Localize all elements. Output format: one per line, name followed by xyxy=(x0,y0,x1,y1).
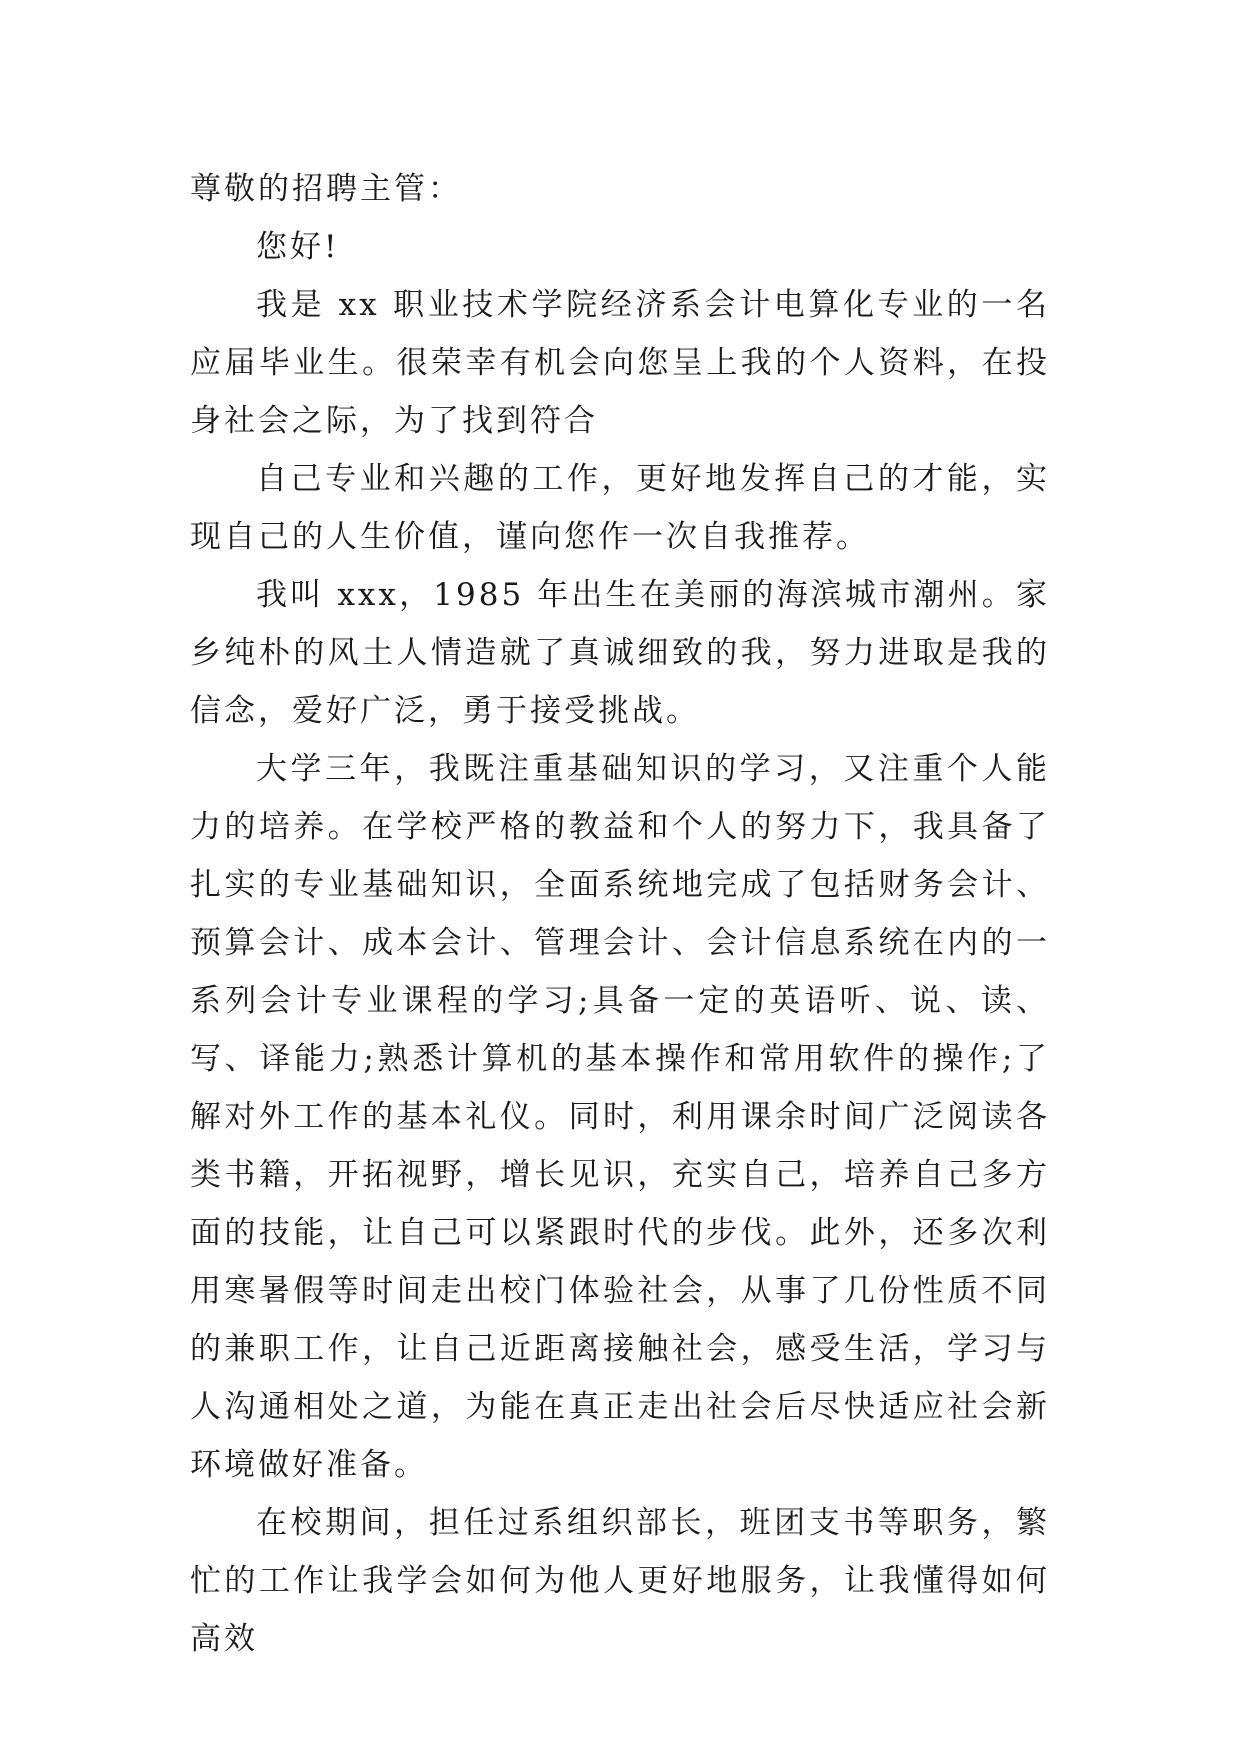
greeting: 您好! xyxy=(256,229,340,265)
paragraph-purpose: 自己专业和兴趣的工作，更好地发挥自己的才能，实现自己的人生价值，谨向您作一次自我推荐。 xyxy=(190,461,1050,555)
paragraph-background: 我叫 xxx，1985 年出生在美丽的海滨城市潮州。家乡纯朴的风土人情造就了真诚细致的我，努力进取是我的信念，爱好广泛，勇于接受挑战。 xyxy=(190,577,1050,729)
salutation: 尊敬的招聘主管： xyxy=(190,171,462,207)
paragraph-campus-roles: 在校期间，担任过系组织部长，班团支书等职务，繁忙的工作让我学会如何为他人更好地服务，让我懂得如何高效 xyxy=(190,1505,1050,1657)
letter-body xyxy=(190,160,1050,1668)
paragraph-intro: 我是 xx 职业技术学院经济系会计电算化专业的一名应届毕业生。很荣幸有机会向您呈上我的个人资料，在投身社会之际，为了找到符合 xyxy=(190,287,1050,439)
paragraph-university: 大学三年，我既注重基础知识的学习，又注重个人能力的培养。在学校严格的教益和个人的努力下，我具备了扎实的专业基础知识，全面系统地完成了包括财务会计、预算会计、成本会计、管理会计、会计信息系统在内的一系列会计专业课程的学习;具备一定的英语听、说、读、写、译能力;熟悉计算机的基本操作和常用软件的操作;了解对外工作的基本礼仪。同时，利用课余时间广泛阅读各类书籍，开拓视野，增长见识，充实自己，培养自己多方面的技能，让自己可以紧跟时代的步伐。此外，还多次利用寒暑假等时间走出校门体验社会，从事了几份性质不同的兼职工作，让自己近距离接触社会，感受生活，学习与人沟通相处之道，为能在真正走出社会后尽快适应社会新环境做好准备。 xyxy=(190,751,1050,1483)
